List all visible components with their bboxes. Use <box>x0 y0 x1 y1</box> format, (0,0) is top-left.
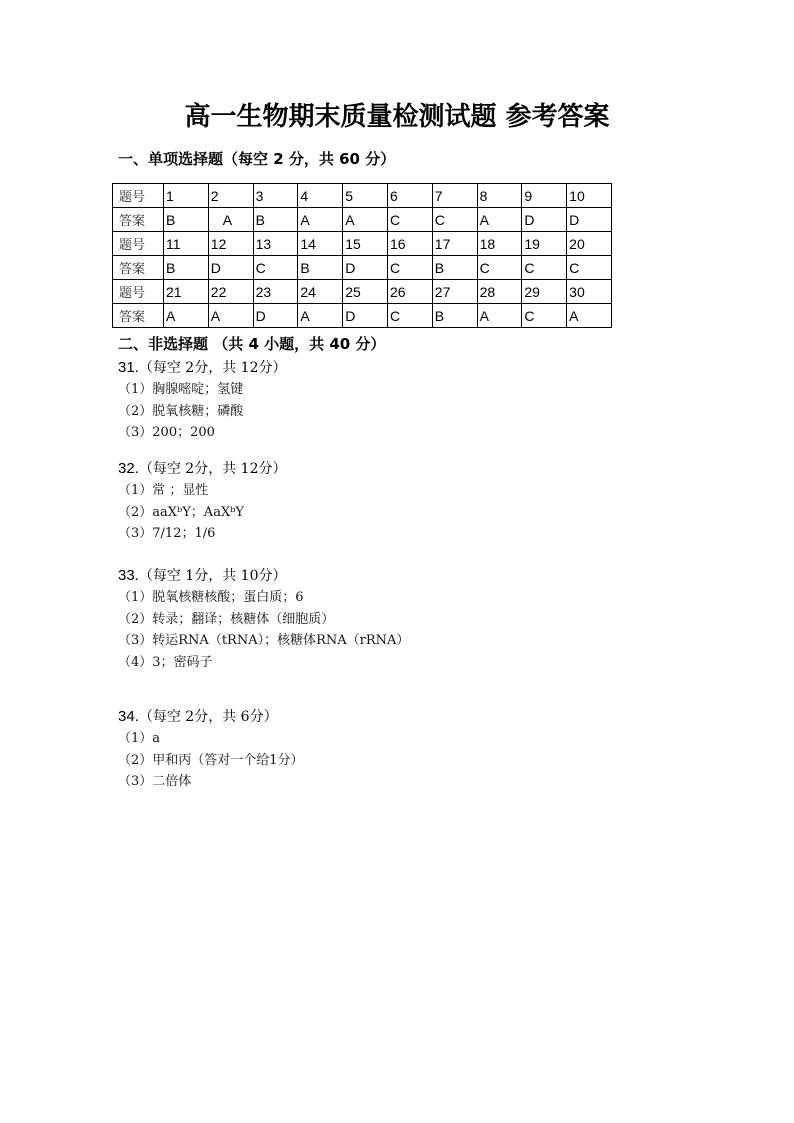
answer-cell: B <box>253 208 298 232</box>
answer-line: （2）甲和丙（答对一个给1分） <box>118 752 304 768</box>
page-title: 高一生物期末质量检测试题 参考答案 <box>184 102 610 132</box>
question-score: （每空 2分，共 12分） <box>138 461 287 477</box>
answer-label-cell: 答案 <box>113 208 164 232</box>
answer-cell: C <box>477 256 522 280</box>
question-number-cell: 27 <box>432 280 477 304</box>
answer-cell: B <box>432 304 477 328</box>
question-title <box>118 565 409 585</box>
answer-cell: A <box>164 304 209 328</box>
answer-line: （2）aaXᵇY；AaXᵇY <box>118 504 244 520</box>
answer-line: （1）常 ；显性 <box>118 483 209 498</box>
answer-cell: D <box>343 256 388 280</box>
answer-line: （1）脱氧核糖核酸；蛋白质；6 <box>118 590 304 605</box>
answer-cell: C <box>387 304 432 328</box>
answer-row <box>113 256 612 280</box>
answer-line: （1）a <box>118 731 161 746</box>
question-number-cell: 12 <box>208 232 253 256</box>
answer-line: （4）3；密码子 <box>118 654 213 670</box>
header-label-cell: 题号 <box>113 280 164 304</box>
question-number-row <box>113 280 612 304</box>
question-number-cell: 10 <box>567 184 612 208</box>
answer-cell: C <box>387 256 432 280</box>
question-title <box>118 706 304 726</box>
answer-cell: D <box>208 256 253 280</box>
question-number-cell: 26 <box>387 280 432 304</box>
answer-table <box>112 183 612 328</box>
answer-cell: B <box>432 256 477 280</box>
answer-cell: C <box>387 208 432 232</box>
question-number-cell: 16 <box>387 232 432 256</box>
section-2-heading: 二、非选择题 （共 4 小题，共 40 分） <box>118 335 386 353</box>
question-number-cell: 6 <box>387 184 432 208</box>
question-number: 33. <box>118 567 139 584</box>
answer-cell: C <box>432 208 477 232</box>
answer-line: （3）二倍体 <box>118 774 192 789</box>
question-number-cell: 5 <box>343 184 388 208</box>
answer-line: （2）转录；翻译；核糖体（细胞质） <box>118 611 335 627</box>
question-number-cell: 18 <box>477 232 522 256</box>
answer-line: （3）转运RNA（tRNA）；核糖体RNA（rRNA） <box>118 633 410 648</box>
question-number-cell: 25 <box>343 280 388 304</box>
answer-cell: A <box>298 208 343 232</box>
answer-cell: A <box>208 304 253 328</box>
question-number-cell: 29 <box>522 280 567 304</box>
header-label-cell: 题号 <box>113 232 164 256</box>
section-1-heading: 一、单项选择题（每空 2 分，共 60 分） <box>118 150 396 168</box>
answer-cell: A <box>343 208 388 232</box>
answer-cell: A <box>477 208 522 232</box>
question-number: 34. <box>118 708 139 725</box>
answer-cell: D <box>522 208 567 232</box>
answer-label-cell: 答案 <box>113 304 164 328</box>
question-number-cell: 4 <box>298 184 343 208</box>
question-number-cell: 2 <box>208 184 253 208</box>
answer-cell: A <box>208 208 253 232</box>
answer-cell: A <box>298 304 343 328</box>
answer-cell: C <box>522 256 567 280</box>
question-number-cell: 19 <box>522 232 567 256</box>
question-score: （每空 2分，共 12分） <box>138 360 287 376</box>
question-number-cell: 9 <box>522 184 567 208</box>
answer-cell: C <box>567 256 612 280</box>
question-number-cell: 8 <box>477 184 522 208</box>
answer-line: （1）胸腺嘧啶；氢键 <box>118 382 244 397</box>
answer-cell: D <box>343 304 388 328</box>
question-block <box>118 565 409 673</box>
answer-row <box>113 304 612 328</box>
question-block <box>118 706 304 793</box>
question-number-cell: 21 <box>164 280 209 304</box>
question-score: （每空 1分，共 10分） <box>138 568 287 584</box>
question-title <box>118 357 286 377</box>
question-number-cell: 28 <box>477 280 522 304</box>
answer-cell: A <box>477 304 522 328</box>
answer-cell: B <box>164 256 209 280</box>
answer-cell: C <box>253 256 298 280</box>
question-number-cell: 24 <box>298 280 343 304</box>
question-number-cell: 14 <box>298 232 343 256</box>
question-number-row <box>113 184 612 208</box>
answer-label-cell: 答案 <box>113 256 164 280</box>
answer-cell: A <box>567 304 612 328</box>
answer-cell: C <box>522 304 567 328</box>
answer-row <box>113 208 612 232</box>
question-number-cell: 23 <box>253 280 298 304</box>
answer-cell: D <box>253 304 298 328</box>
answer-line: （3）200；200 <box>118 425 215 440</box>
question-number: 31. <box>118 359 139 376</box>
question-block <box>118 357 286 444</box>
question-number-row <box>113 232 612 256</box>
question-number-cell: 11 <box>164 232 209 256</box>
question-number-cell: 13 <box>253 232 298 256</box>
question-block <box>118 458 286 545</box>
question-number-cell: 15 <box>343 232 388 256</box>
question-title <box>118 458 286 478</box>
answer-line: （3）7/12；1/6 <box>118 526 216 541</box>
question-number-cell: 7 <box>432 184 477 208</box>
question-number-cell: 20 <box>567 232 612 256</box>
answer-cell: B <box>298 256 343 280</box>
answer-cell: D <box>567 208 612 232</box>
question-number: 32. <box>118 460 139 477</box>
question-number-cell: 17 <box>432 232 477 256</box>
question-score: （每空 2分，共 6分） <box>138 709 278 725</box>
answer-cell: B <box>164 208 209 232</box>
question-number-cell: 30 <box>567 280 612 304</box>
question-number-cell: 22 <box>208 280 253 304</box>
header-label-cell: 题号 <box>113 184 164 208</box>
question-number-cell: 3 <box>253 184 298 208</box>
question-number-cell: 1 <box>164 184 209 208</box>
answer-line: （2）脱氧核糖；磷酸 <box>118 403 244 419</box>
